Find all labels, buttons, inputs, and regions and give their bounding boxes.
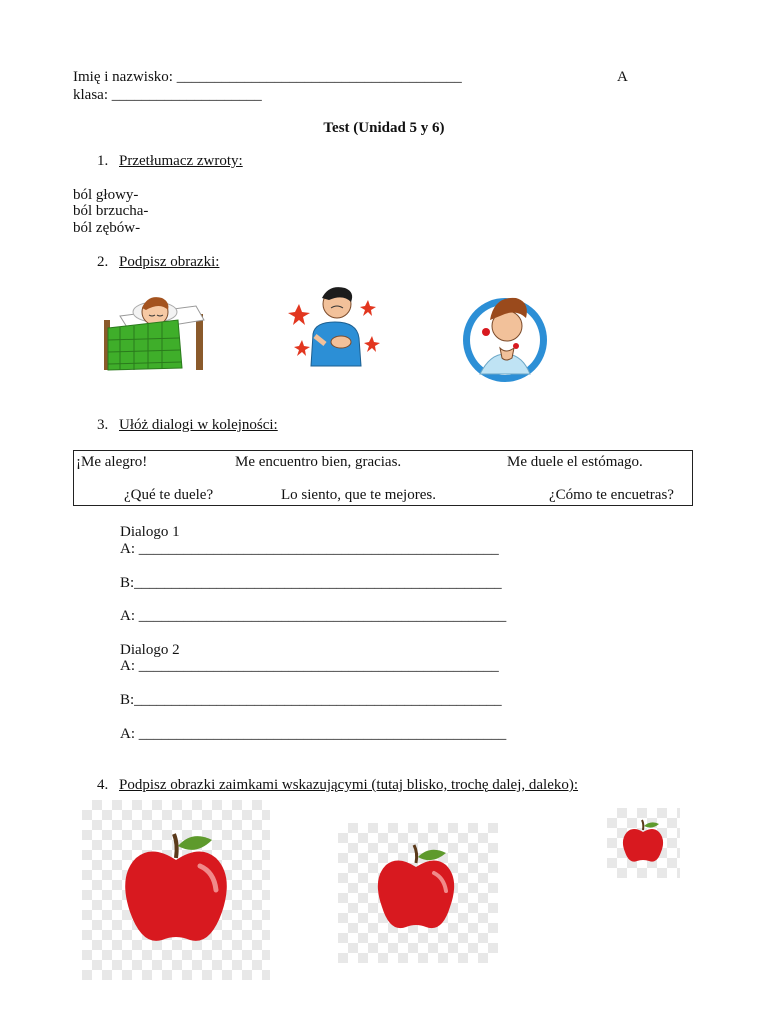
class-field: klasa: ____________________ <box>73 87 262 103</box>
question-number: 2. <box>97 254 109 270</box>
sore-throat-image <box>460 290 550 384</box>
question-title: Ułóż dialogi w kolejności: <box>119 417 278 433</box>
page-title: Test (Unidad 5 y 6) <box>323 120 445 136</box>
dialog-line: A: _________________________________________________ <box>120 608 507 624</box>
phrase-option: Me duele el estómago. <box>507 454 643 470</box>
dialog-2-title: Dialogo 2 <box>120 642 180 658</box>
phrase-option: ¿Cómo te encuetras? <box>549 487 674 503</box>
sick-in-bed-image <box>100 280 210 372</box>
phrase-item: ból zębów- <box>73 220 141 236</box>
apple-medium-image <box>338 823 498 963</box>
phrase-option: Me encuentro bien, gracias. <box>235 454 402 470</box>
dialog-line: B:_________________________________________________ <box>120 692 502 708</box>
stomach-ache-image <box>285 282 385 372</box>
apple-large-image <box>82 800 270 980</box>
phrase-option: ¡Me alegro! <box>76 454 148 470</box>
phrase-option: ¿Qué te duele? <box>124 487 214 503</box>
question-number: 1. <box>97 153 109 169</box>
apple-icon <box>338 823 498 963</box>
apple-icon <box>82 800 270 980</box>
apple-icon <box>607 808 680 878</box>
question-number: 4. <box>97 777 109 793</box>
name-field: Imię i nazwisko: ______________________________________ <box>73 69 462 85</box>
apple-small-image <box>607 808 680 878</box>
dialog-1-title: Dialogo 1 <box>120 524 180 540</box>
question-1-heading <box>97 153 243 170</box>
question-4-heading <box>97 777 578 794</box>
question-number: 3. <box>97 417 109 433</box>
dialog-line: B:_________________________________________________ <box>120 575 502 591</box>
dialog-line: A: ________________________________________________ <box>120 541 499 557</box>
dialog-line: A: ________________________________________________ <box>120 658 499 674</box>
question-title: Podpisz obrazki zaimkami wskazującymi (tutaj blisko, trochę dalej, daleko): <box>119 777 579 793</box>
test-variant: A <box>617 69 628 85</box>
question-title: Przetłumacz zwroty: <box>119 153 243 169</box>
phrase-item: ból brzucha- <box>73 203 149 219</box>
question-2-heading <box>97 254 219 271</box>
dialog-line: A: _________________________________________________ <box>120 726 507 742</box>
question-3-heading <box>97 417 278 434</box>
phrase-option: Lo siento, que te mejores. <box>281 487 436 503</box>
question-title: Podpisz obrazki: <box>119 254 220 270</box>
phrase-item: ból głowy- <box>73 187 139 203</box>
